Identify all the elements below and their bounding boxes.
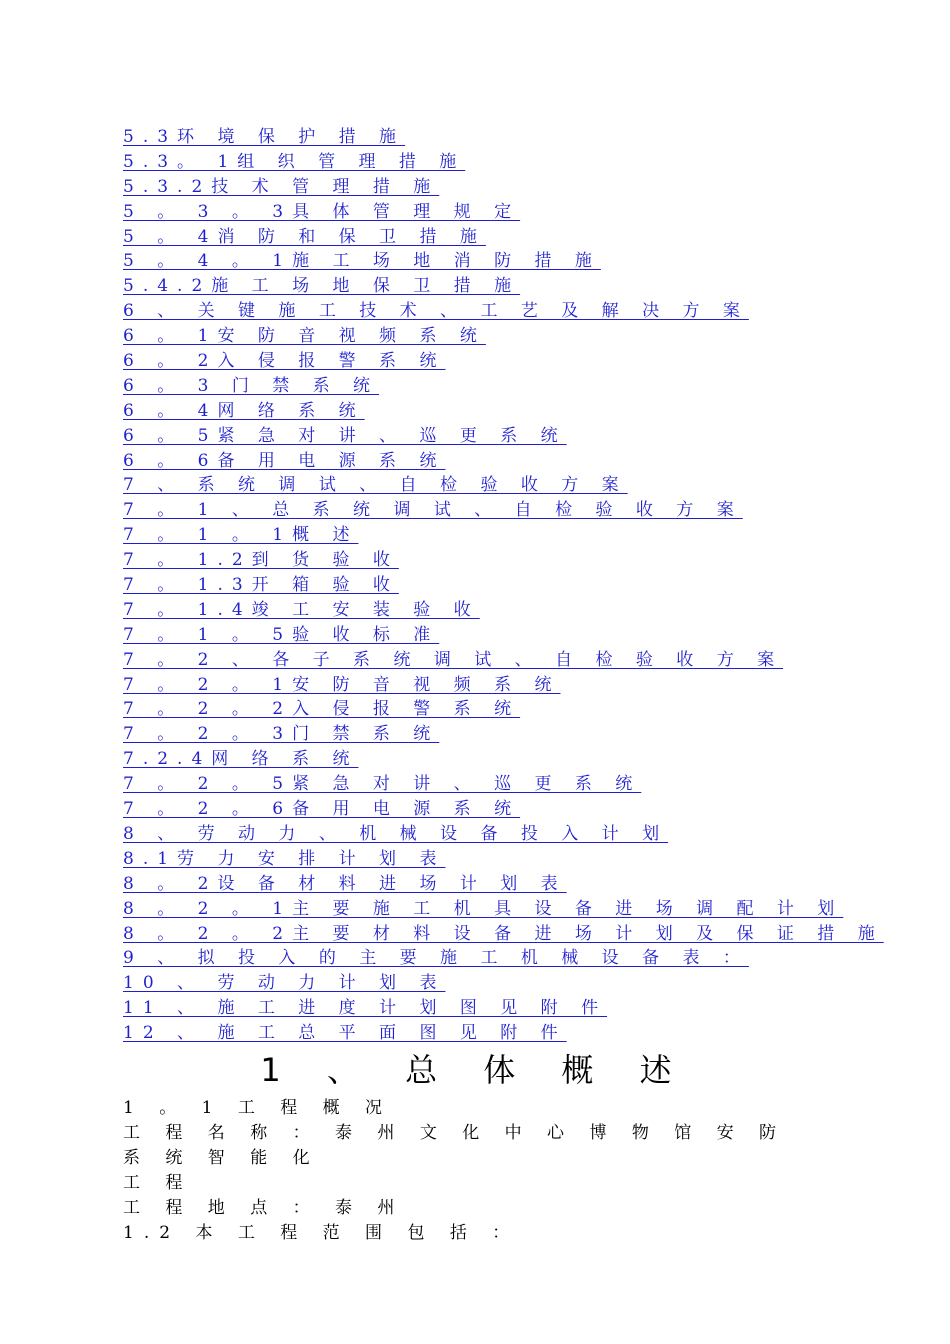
project-name-line: 工 程 名 称 ： 泰 州 文 化 中 心 博 物 馆 安 防 系 统 智 能 化 [123,1123,787,1168]
toc-link[interactable]: 7 。 1 、 总 系 统 调 试 、 自 检 验 收 方 案 [123,500,743,521]
toc-entry [123,225,823,250]
toc-entry [123,175,823,200]
toc-entry [123,772,823,797]
toc-entry [123,374,823,399]
toc-link[interactable]: 6 。 5紧 急 对 讲 、 巡 更 系 统 [123,425,567,446]
section-body [123,1096,823,1246]
toc-link[interactable]: 9 、 拟 投 入 的 主 要 施 工 机 械 设 备 表 ： [123,948,749,969]
toc-entry [123,971,823,996]
table-of-contents [123,125,884,1046]
scope-title: 1.2 本 工 程 范 围 包 括 ： [123,1223,520,1243]
toc-link[interactable]: 7.2.4网 络 系 统 [123,749,359,770]
toc-entry [123,324,823,349]
toc-link[interactable]: 7 。 2 。 3门 禁 系 统 [123,724,440,745]
toc-link[interactable]: 5 。 4消 防 和 保 卫 措 施 [123,226,486,247]
toc-link[interactable]: 5.4.2施 工 场 地 保 卫 措 施 [123,276,521,297]
toc-entry [123,847,823,872]
toc-link[interactable]: 8 、 劳 动 力 、 机 械 设 备 投 入 计 划 [123,823,669,844]
section-heading: 1 、 总 体 概 述 [260,1051,690,1089]
toc-entry [123,747,823,772]
project-name-continuation: 工 程 [123,1173,193,1193]
toc-link[interactable]: 8 。 2设 备 材 料 进 场 计 划 表 [123,873,567,894]
toc-entry [123,598,823,623]
toc-link[interactable]: 5 。 3 。 3具 体 管 理 规 定 [123,201,521,222]
toc-entry [123,897,844,922]
toc-entry [123,125,823,150]
toc-entry [123,922,884,947]
toc-entry [123,872,823,897]
toc-link[interactable]: 11 、 施 工 进 度 计 划 图 见 附 件 [123,998,608,1019]
toc-entry [123,996,823,1021]
toc-link[interactable]: 7 。 1.4竣 工 安 装 验 收 [123,599,480,620]
toc-entry [123,150,823,175]
toc-link[interactable]: 7 。 1.3开 箱 验 收 [123,575,399,596]
toc-entry [123,548,823,573]
toc-link[interactable]: 7 。 2 、 各 子 系 统 调 试 、 自 检 验 收 方 案 [123,649,784,670]
toc-entry [123,473,823,498]
toc-link[interactable]: 5 。 4 。 1施 工 场 地 消 防 措 施 [123,251,601,272]
toc-entry [123,722,823,747]
toc-entry [123,200,823,225]
toc-link[interactable]: 7 。 1 。 1概 述 [123,525,359,546]
toc-link[interactable]: 6 、 关 键 施 工 技 术 、 工 艺 及 解 决 方 案 [123,301,749,322]
toc-entry [123,1021,823,1046]
toc-link[interactable]: 7 。 2 。 6备 用 电 源 系 统 [123,799,521,820]
toc-link[interactable]: 7 。 2 。 5紧 急 对 讲 、 巡 更 系 统 [123,774,642,795]
subsection-title: 1 。 1 工 程 概 况 [123,1098,393,1118]
toc-entry [123,673,823,698]
toc-link[interactable]: 8 。 2 。 2主 要 材 料 设 备 进 场 计 划 及 保 证 措 施 [123,923,884,944]
toc-entry [123,349,823,374]
toc-entry [123,249,823,274]
project-location-line: 工 程 地 点 ： 泰 州 [123,1198,405,1218]
toc-entry [123,623,823,648]
toc-link[interactable]: 7 。 2 。 1安 防 音 视 频 系 统 [123,674,561,695]
toc-entry [123,573,823,598]
toc-link[interactable]: 6 。 6备 用 电 源 系 统 [123,450,446,471]
toc-link[interactable]: 5.3.2技 术 管 理 措 施 [123,176,440,197]
toc-entry [123,697,823,722]
toc-entry [123,822,823,847]
toc-link[interactable]: 5.3。 1组 织 管 理 措 施 [123,151,466,172]
toc-link[interactable]: 6 。 3 门 禁 系 统 [123,375,380,396]
toc-link[interactable]: 10 、 劳 动 力 计 划 表 [123,973,446,994]
toc-entry [123,424,823,449]
toc-link[interactable]: 6 。 2入 侵 报 警 系 统 [123,351,446,372]
toc-link[interactable]: 5.3环 境 保 护 措 施 [123,127,406,147]
toc-link[interactable]: 7 。 2 。 2入 侵 报 警 系 统 [123,699,521,720]
toc-entry [123,797,823,822]
toc-entry [123,946,823,971]
toc-link[interactable]: 7 、 系 统 调 试 、 自 检 验 收 方 案 [123,475,628,496]
toc-entry [123,523,823,548]
toc-entry [123,274,823,299]
toc-entry [123,498,823,523]
toc-entry [123,449,823,474]
toc-link[interactable]: 7 。 1.2到 货 验 收 [123,550,399,571]
toc-link[interactable]: 8.1劳 力 安 排 计 划 表 [123,848,446,869]
toc-entry [123,299,823,324]
toc-link[interactable]: 6 。 1安 防 音 视 频 系 统 [123,326,486,347]
toc-entry [123,399,823,424]
toc-link[interactable]: 8 。 2 。 1主 要 施 工 机 具 设 备 进 场 调 配 计 划 [123,898,844,919]
toc-link[interactable]: 7 。 1 。 5验 收 标 准 [123,624,440,645]
toc-link[interactable]: 6 。 4网 络 系 统 [123,400,365,421]
toc-entry [123,648,823,673]
toc-link[interactable]: 12 、 施 工 总 平 面 图 见 附 件 [123,1023,567,1044]
